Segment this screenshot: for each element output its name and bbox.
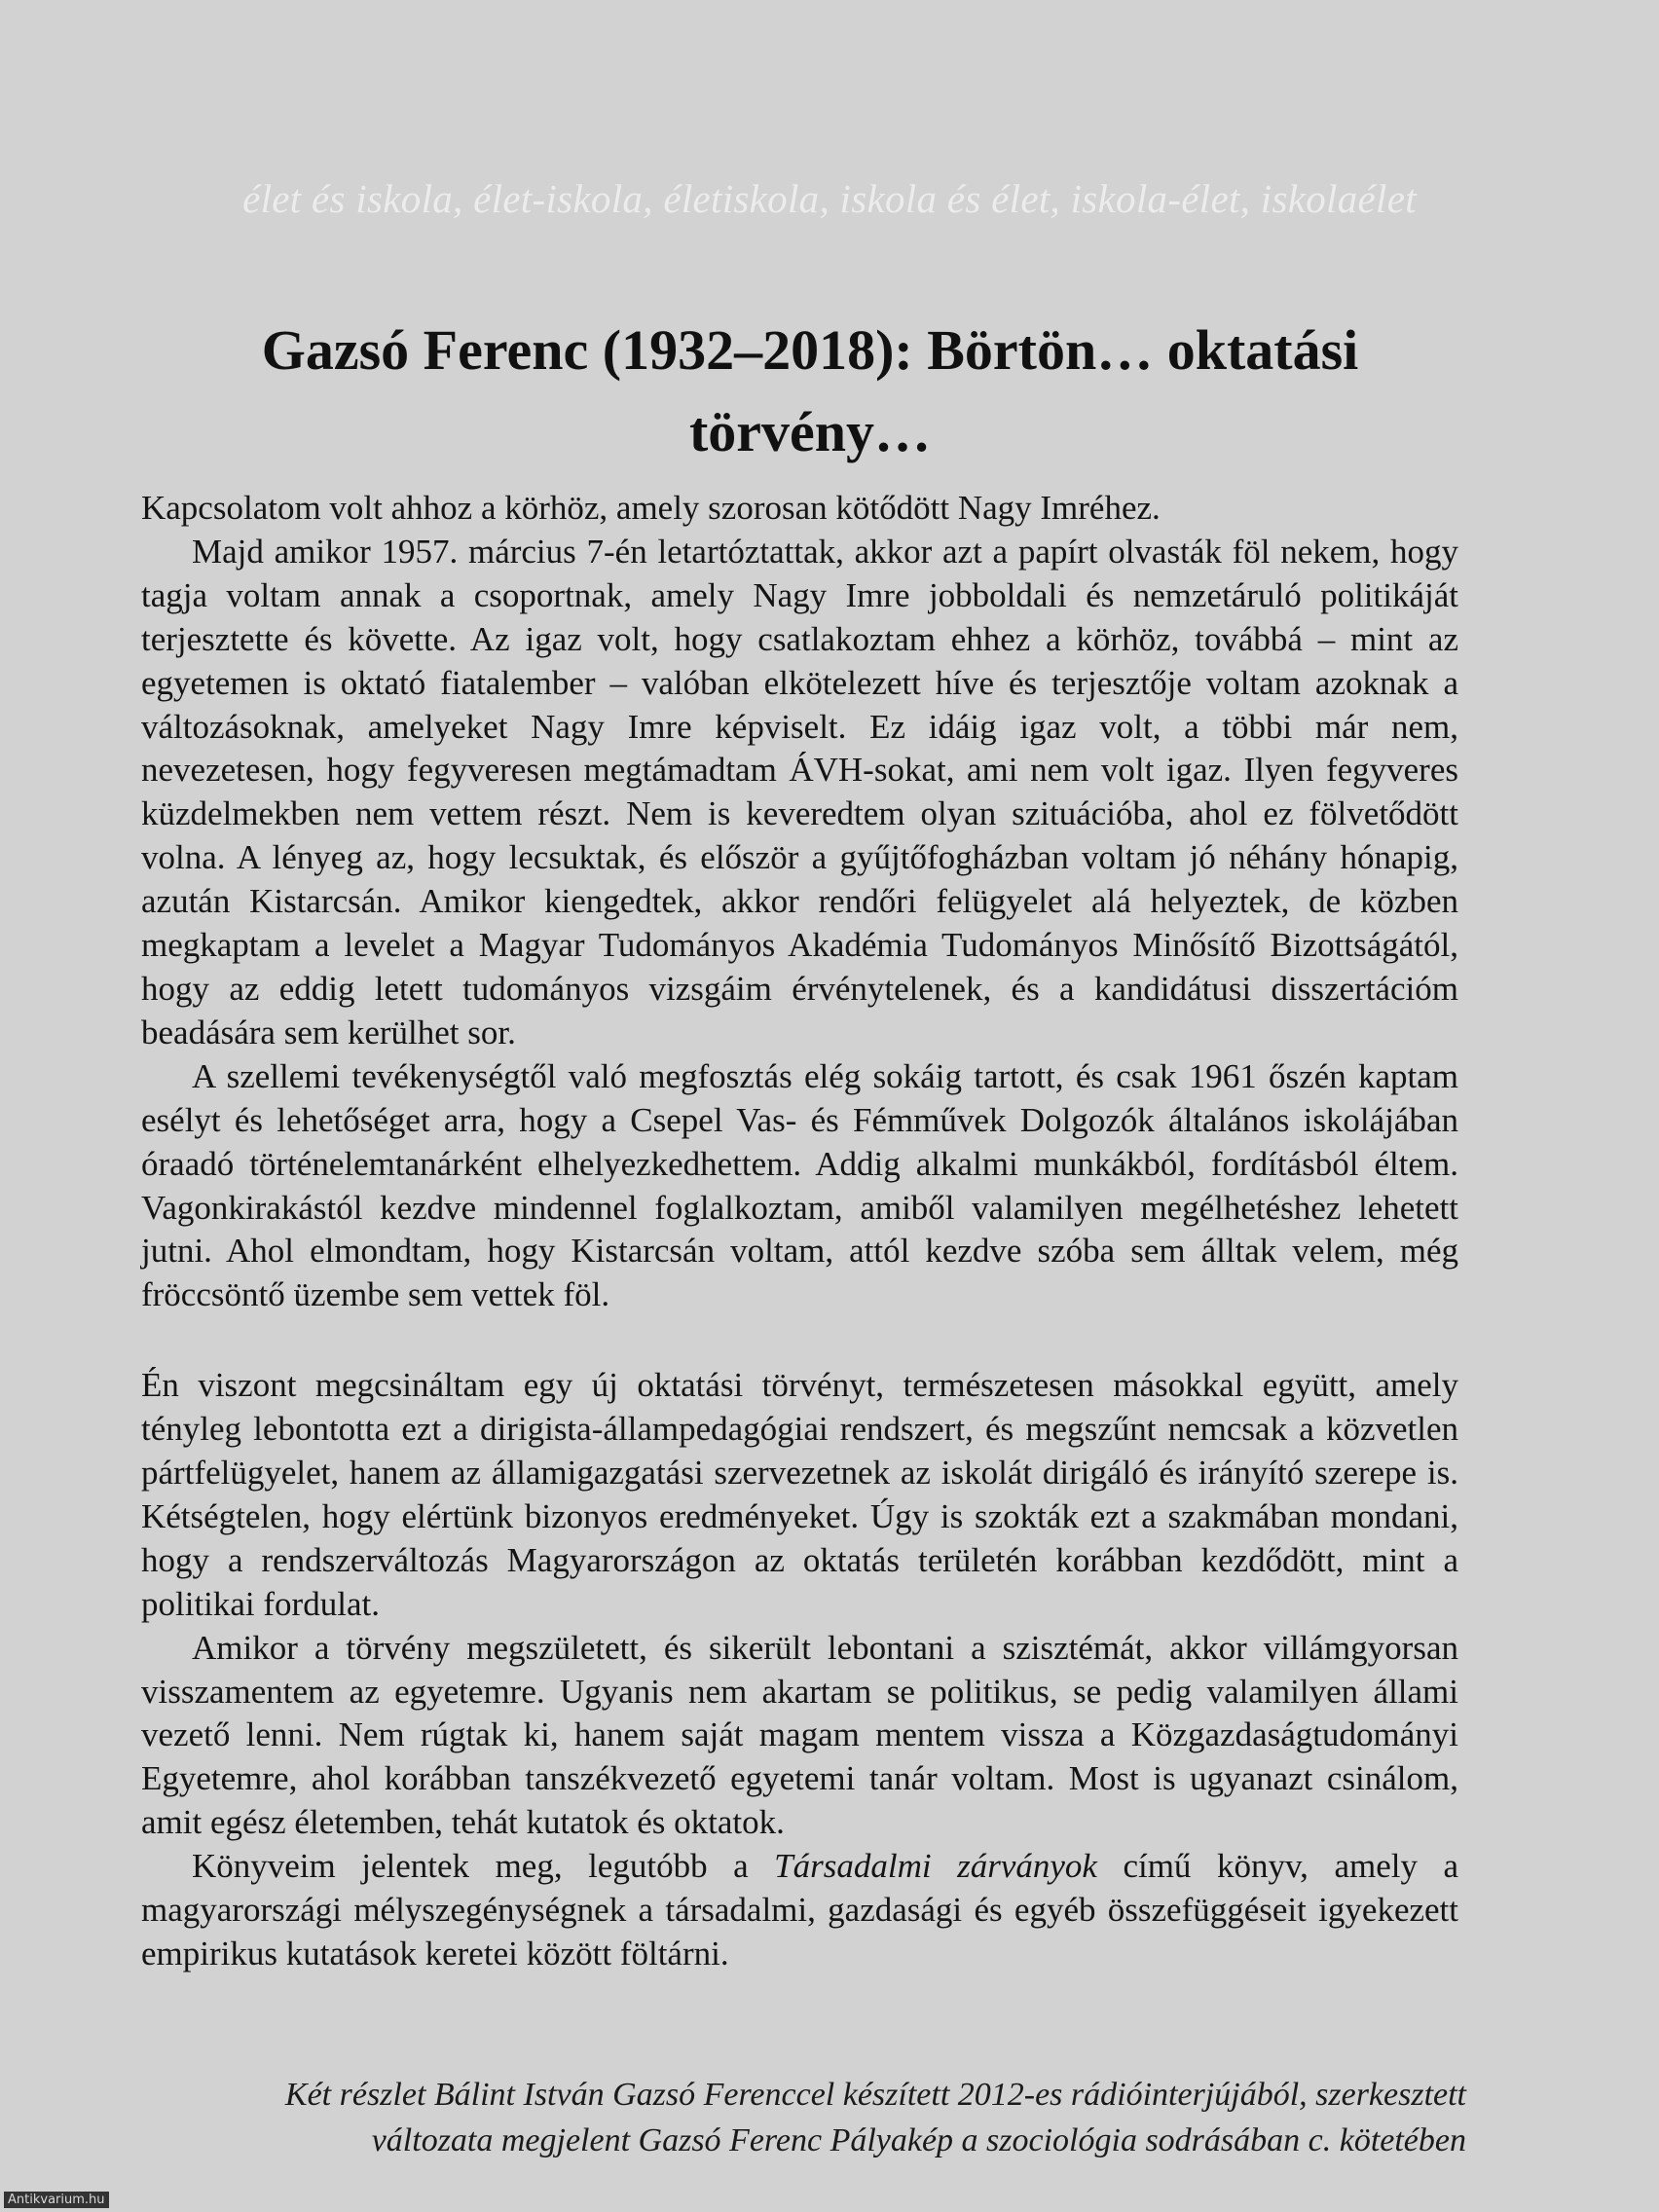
paragraph — [141, 1845, 1458, 1976]
source-note — [136, 2072, 1466, 2163]
source-line: Két részlet Bálint István Gazsó Ferenccel készített 2012-es rádióinterjújából, szerkesztett — [284, 2077, 1466, 2113]
paragraph: A szellemi tevékenységtől való megfosztás elég sokáig tartott, és csak 1961 őszén kaptam esélyt és lehetőséget arra, hogy a Csepel Vas- és Fémművek Dolgozók általános iskolájában óraadó történelemtanárként elhelyezkedhettem. Addig alkalmi munkákból, fordításból éltem. Vagonkirakástól kezdve mindennel foglalkoztam, amiből valamilyen megélhetéshez lehetett jutni. Ahol elmondtam, hogy Kistarcsán voltam, attól kezdve szóba sem álltak velem, még fröccsöntő üzembe sem vettek föl. — [141, 1056, 1458, 1314]
paragraph-text: című könyv, amely a magyarországi mélyszegénységnek a társadalmi, gazdasági és egyéb összefüggéseit igyekezett empirikus kutatások keretei között föltárni. — [141, 1847, 1459, 1972]
watermark: Antikvarium.hu — [4, 2192, 109, 2208]
paragraph: Amikor a törvény megszületett, és sikerült lebontani a szisztémát, akkor villámgyorsan visszamentem az egyetemre. Ugyanis nem akartam se politikus, se pedig valamilyen állami vezető lenni. Nem rúgtak ki, hanem saját magam mentem vissza a Közgazdaságtudományi Egyetemre, ahol korábban tanszékvezető egyetemi tanár voltam. Most is ugyanazt csinálom, amit egész életemben, tehát kutatok és oktatok. — [141, 1628, 1458, 1842]
source-line: változata megjelent Gazsó Ferenc Pályakép a szociológia sodrásában c. kötetében — [371, 2122, 1466, 2158]
article-body — [141, 487, 1458, 1976]
paragraph: Majd amikor 1957. március 7-én letartóztattak, akkor azt a papírt olvasták föl nekem, hogy tagja voltam annak a csoportnak, amely Nagy Imre jobboldali és nemzetáruló politikáját terjesztette és követte. Az igaz volt, hogy csatlakoztam ehhez a körhöz, továbbá – mint az egyetemen is oktató fiatalember – valóban elkötelezett híve és terjesztője voltam azoknak a változásoknak, amelyeket Nagy Imre képviselt. Ez idáig igaz volt, a többi már nem, nevezetesen, hogy fegyveresen megtámadtam ÁVH-sokat, ami nem volt igaz. Ilyen fegyveres küzdelmekben nem vettem részt. Nem is keveredtem olyan szituációba, ahol ez fölvetődött volna. A lényeg az, hogy lecsuktak, és először a gyűjtőfogházban voltam jó néhány hónapig, azután Kistarcsán. Amikor kiengedtek, akkor rendőri felügyelet alá helyeztek, de közben megkaptam a levelet a Magyar Tudományos Akadémia Tudományos Minősítő Bizottságától, hogy az eddig letett tudományos vizsgáim érvénytelenek, és a kandidátusi disszertációm beadására sem kerülhet sor. — [141, 532, 1458, 1051]
paragraph-text: Könyveim jelentek meg, legutóbb a — [192, 1847, 775, 1886]
paragraph: Kapcsolatom volt ahhoz a körhöz, amely szorosan kötődött Nagy Imréhez. — [141, 489, 1161, 527]
running-head: élet és iskola, élet-iskola, életiskola, iskola és élet, iskola-élet, iskolaélet — [242, 176, 1417, 221]
book-title: Társadalmi zárványok — [774, 1847, 1097, 1886]
paragraph: Én viszont megcsináltam egy új oktatási törvényt, természetesen másokkal együtt, amely tényleg lebontotta ezt a dirigista-állampedagógiai rendszert, és megszűnt nemcsak a közvetlen pártfelügyelet, hanem az államigazgatási szervezetnek az iskolát dirigáló és irányító szerepe is. Kétségtelen, hogy elértünk bizonyos eredményeket. Úgy is szokták ezt a szakmában mondani, hogy a rendszerváltozás Magyarországon az oktatás területén korábban kezdődött, mint a politikai fordulat. — [141, 1366, 1458, 1623]
article-title: Gazsó Ferenc (1932–2018): Börtön… oktatási törvény… — [261, 318, 1359, 463]
